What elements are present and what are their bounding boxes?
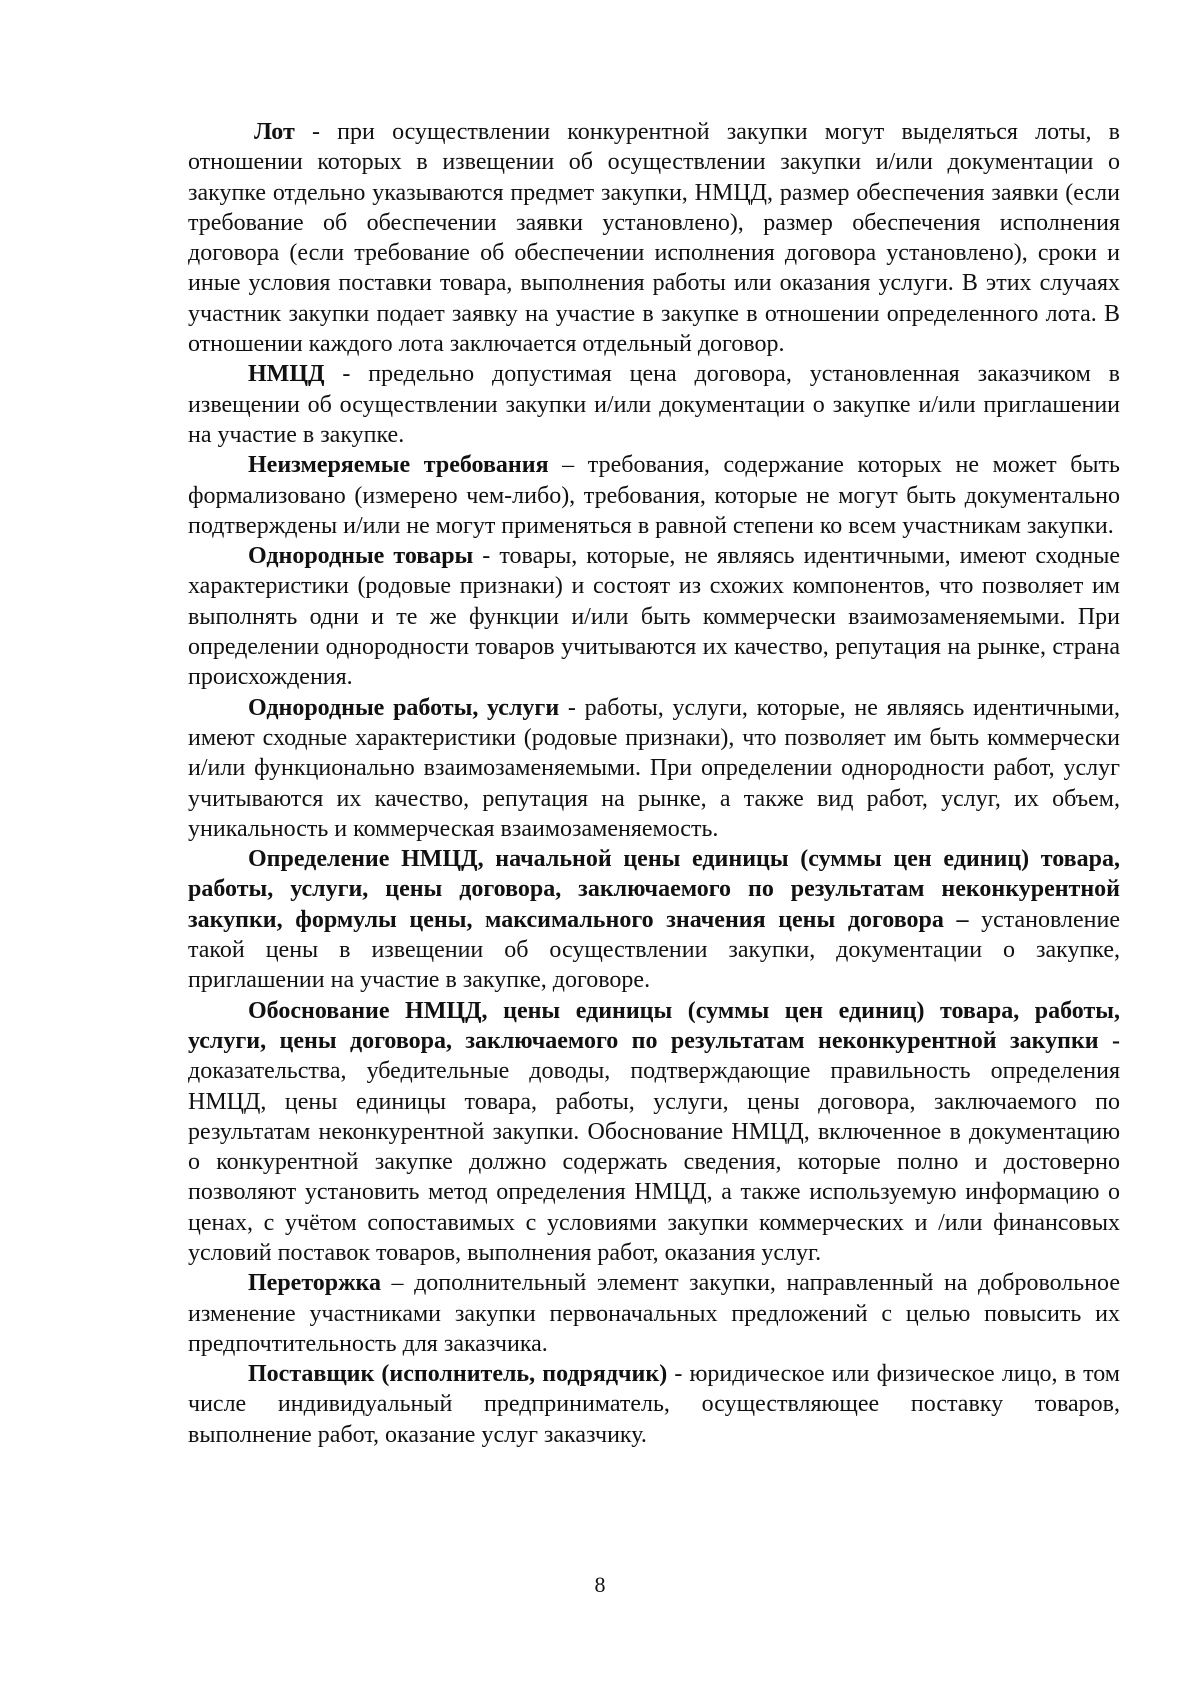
- definition-term: Неизмеряемые требования: [248, 452, 549, 479]
- definition-paragraph: [188, 117, 1120, 359]
- definition-term: Лот: [254, 119, 295, 145]
- definition-text: – дополнительный элемент закупки, направленный на добровольное изменение участниками закупки первоначальных предложений с целью повысить их предпочтительность для заказчика.: [188, 1270, 1120, 1357]
- definition-term: НМЦД: [248, 361, 325, 388]
- page-number: 8: [594, 1572, 606, 1597]
- definition-term: Поставщик (исполнитель, подрядчик): [248, 1361, 668, 1388]
- definition-paragraph: [188, 844, 1120, 995]
- definition-term: Переторжка: [248, 1270, 382, 1297]
- definition-text: - при осуществлении конкурентной закупки могут выделяться лоты, в отношении которых в извещении об осуществлении закупки и/или документации о закупке отдельно указываются предмет закупки, НМЦД, размер обеспечения заявки (если требование об обеспечении заявки установлено), размер обеспечения исполнения договора (если требование об обеспечении исполнения договора установлено), сроки и иные условия поставки товара, выполнения работы или оказания услуги. В этих случаях участник закупки подает заявку на участие в закупке в отношении определенного лота. В отношении каждого лота заключается отдельный договор.: [188, 119, 1120, 358]
- definition-text: – требования, содержание которых не может быть формализовано (измерено чем-либо), требования, которые не могут быть документально подтверждены и/или не могут применяться в равной степени ко всем участникам закупки.: [188, 452, 1120, 539]
- definition-paragraph: [188, 1268, 1120, 1359]
- definition-text: доказательства, убедительные доводы, подтверждающие правильность определения НМЦД, цены единицы товара, работы, услуги, цены договора, заключаемого по результатам неконкурентной закупки. Обоснование НМЦД, включенное в документацию о конкурентной закупке должно содержать сведения, которые полно и достоверно позволяют установить метод определения НМЦД, а также используемую информацию о ценах, с учётом сопоставимых с условиями закупки коммерческих и /или финансовых условий поставок товаров, выполнения работ, оказания услуг.: [188, 1058, 1120, 1266]
- definition-paragraph: [188, 359, 1120, 450]
- document-body: [188, 117, 1120, 1450]
- definition-term: Однородные товары: [248, 543, 474, 570]
- definition-paragraph: [188, 996, 1120, 1269]
- definition-text: - юридическое или физическое лицо, в том числе индивидуальный предприниматель, осуществляющее поставку товаров, выполнение работ, оказание услуг заказчику.: [188, 1361, 1120, 1448]
- definition-text: - товары, которые, не являясь идентичными, имеют сходные характеристики (родовые признаки) и состоят из схожих компонентов, что позволяет им выполнять одни и те же функции и/или быть коммерчески взаимозаменяемыми. При определении однородности товаров учитываются их качество, репутация на рынке, страна происхождения.: [188, 543, 1120, 691]
- definition-term: Определение НМЦД, начальной цены единицы (суммы цен единиц) товара, работы, услуги, цены договора, заключаемого по результатам неконкурентной закупки, формулы цены, максимального значения цены договора –: [188, 846, 1120, 933]
- definition-text: - работы, услуги, которые, не являясь идентичными, имеют сходные характеристики (родовые признаки), что позволяет им быть коммерчески и/или функционально взаимозаменяемыми. При определении однородности работ, услуг учитываются их качество, репутация на рынке, а также вид работ, услуг, их объем, уникальность и коммерческая взаимозаменяемость.: [188, 694, 1120, 842]
- definition-text: - предельно допустимая цена договора, установленная заказчиком в извещении об осуществлении закупки и/или документации о закупке и/или приглашении на участие в закупке.: [188, 361, 1120, 448]
- definition-term: Однородные работы, услуги: [248, 694, 560, 721]
- definition-term: Обоснование НМЦД, цены единицы (суммы цен единиц) товара, работы, услуги, цены договора, заключаемого по результатам неконкурентной закупки -: [188, 997, 1120, 1054]
- definition-paragraph: [188, 693, 1120, 844]
- definition-paragraph: [188, 541, 1120, 692]
- definition-text: установление такой цены в извещении об осуществлении закупки, документации о закупке, приглашении на участие в закупке, договоре.: [188, 906, 1120, 994]
- definition-paragraph: [188, 1359, 1120, 1450]
- definition-paragraph: [188, 450, 1120, 541]
